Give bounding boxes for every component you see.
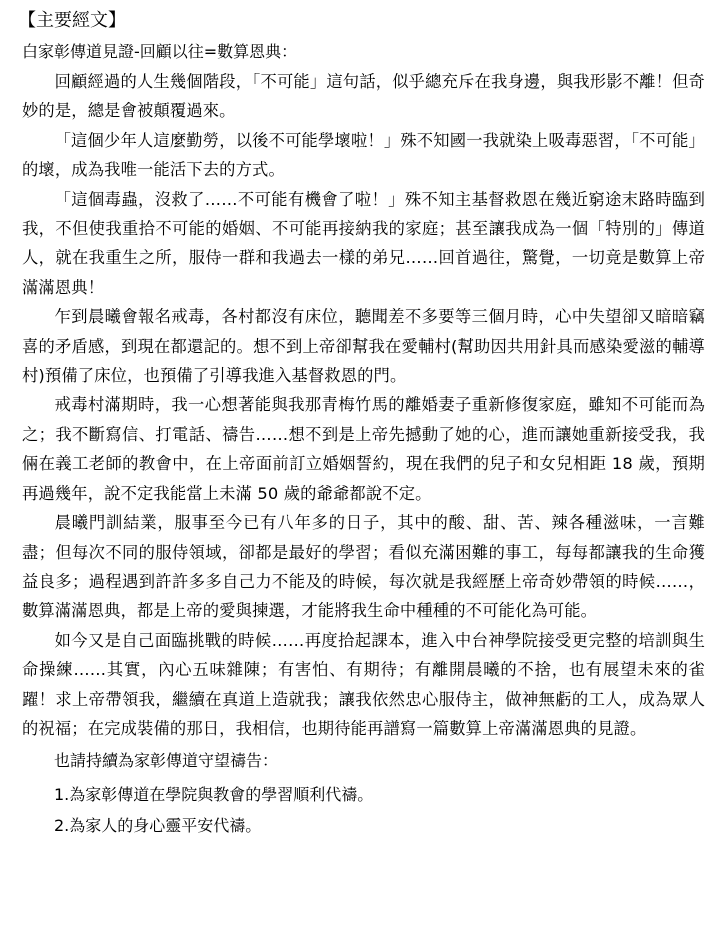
testimony-title: 白家彰傳道見證-回顧以往=數算恩典： bbox=[22, 42, 298, 61]
paragraph: 戒毒村滿期時，我一心想著能與我那青梅竹馬的離婚妻子重新修復家庭，雖知不可能而為之；我不斷寫信、打電話、禱告……想不到是上帝先撼動了她的心，進而讓她重新接受我，我倆在義工老師的教會中，在上帝面前訂立婚姻誓約，現在我們的兒子和女兒相距 18 歲，預期再過幾年，說不定我能當上未滿 50 歲的爺爺都說不定。 bbox=[22, 395, 705, 503]
prayer-list bbox=[22, 779, 705, 841]
paragraph: 晨曦門訓結業，服事至今已有八年多的日子，其中的酸、甜、苦、辣各種滋味，一言難盡；但每次不同的服侍領域，卻都是最好的學習；看似充滿困難的事工，每每都讓我的生命獲益良多；過程遇到許許多多自己力不能及的時候，每次就是我經歷上帝奇妙帶領的時候……，數算滿滿恩典，都是上帝的愛與揀選，才能將我生命中種種的不可能化為可能。 bbox=[22, 513, 705, 621]
paragraph: 乍到晨曦會報名戒毒，各村都沒有床位，聽聞差不多要等三個月時，心中失望卻又暗暗竊喜的矛盾感，到現在都還記的。想不到上帝卻幫我在愛輔村(幫助因共用針具而感染愛滋的輔導村)預備了床位，也預備了引導我進入基督救恩的門。 bbox=[22, 307, 705, 386]
prayer-request-intro: 也請持續為家彰傳道守望禱告： bbox=[54, 751, 279, 771]
paragraph: 「這個少年人這麼勤勞，以後不可能學壞啦！」殊不知國一我就染上吸毒惡習，「不可能」的壞，成為我唯一能活下去的方式。 bbox=[22, 130, 705, 180]
paragraph: 回顧經過的人生幾個階段，「不可能」這句話，似乎總充斥在我身邊，與我形影不離！但奇妙的是，總是會被顛覆過來。 bbox=[22, 72, 705, 121]
paragraph: 「這個毒蟲，沒救了……不可能有機會了啦！」殊不知主基督救恩在幾近窮途末路時臨到我，不但使我重拾不可能的婚姻、不可能再接納我的家庭；甚至讓我成為一個「特別的」傳道人，就在我重生之所，服侍一群和我過去一樣的弟兄……回首過往，驚覺，一切竟是數算上帝滿滿恩典！ bbox=[22, 189, 705, 297]
prayer-item: 2.為家人的身心靈平安代禱。 bbox=[54, 816, 262, 836]
section-heading: 【主要經文】 bbox=[18, 10, 126, 31]
prayer-item: 1.為家彰傳道在學院與教會的學習順利代禱。 bbox=[54, 785, 374, 805]
paragraph: 如今又是自己面臨挑戰的時候……再度拾起課本，進入中台神學院接受更完整的培訓與生命操練……其實，內心五味雜陳；有害怕、有期待；有離開晨曦的不捨，也有展望未來的雀躍！求上帝帶領我，繼續在真道上造就我；讓我依然忠心服侍主，做神無虧的工人，成為眾人的祝福；在完成裝備的那日，我相信，也期待能再譜寫一篇數算上帝滿滿恩典的見證。 bbox=[22, 630, 705, 738]
